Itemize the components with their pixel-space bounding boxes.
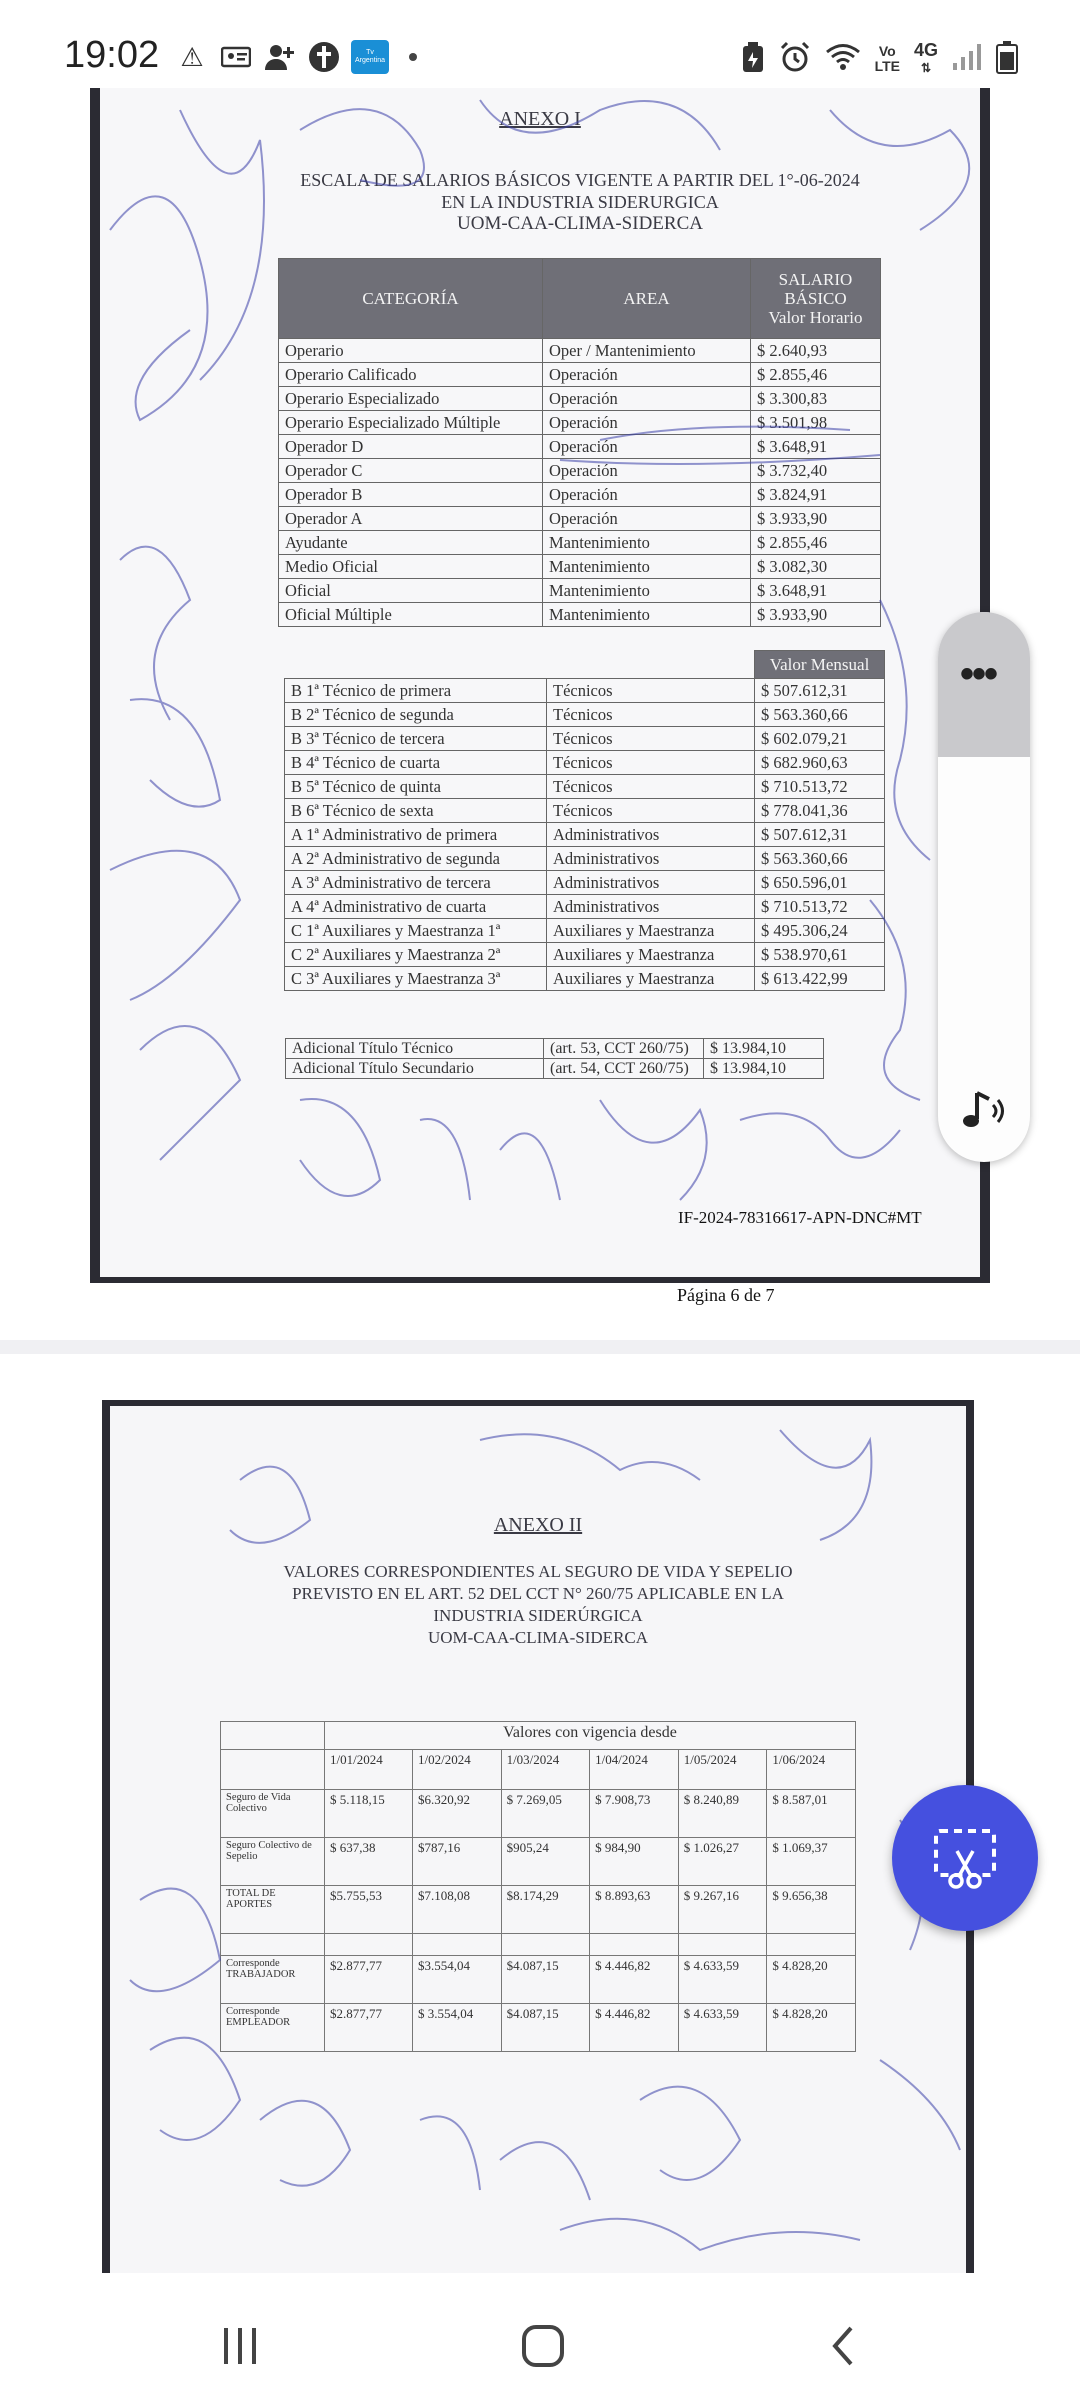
monthly-row [285, 895, 885, 919]
insurance-date: 1/05/2024 [678, 1750, 767, 1790]
salary-row [279, 387, 881, 411]
annex-2-heading-4: UOM-CAA-CLIMA-SIDERCA [427, 1628, 649, 1647]
system-icons [741, 40, 1018, 78]
salary-val: $ 3.648,91 [751, 435, 881, 459]
col-salario-line1: SALARIO [778, 270, 853, 289]
monthly-area: Auxiliares y Maestranza [547, 943, 755, 967]
monthly-area: Técnicos [547, 775, 755, 799]
monthly-area: Administrativos [547, 895, 755, 919]
scissors-capture-icon [930, 1823, 1000, 1893]
insurance-value: $ 8.587,01 [767, 1790, 856, 1838]
monthly-row [285, 703, 885, 727]
salary-cat: Operario Calificado [279, 363, 543, 387]
id-card-icon [219, 40, 253, 74]
monthly-cat: A 1ª Administrativo de primera [285, 823, 547, 847]
insurance-value: $ 7.269,05 [501, 1790, 590, 1838]
news-app-icon [351, 40, 389, 74]
insurance-row [221, 1956, 856, 2004]
salary-area: Operación [543, 483, 751, 507]
more-notifications-dot [409, 53, 417, 61]
salary-row [279, 339, 881, 363]
monthly-area: Administrativos [547, 847, 755, 871]
salary-row [279, 507, 881, 531]
alarm-icon [779, 41, 811, 77]
salary-val: $ 3.933,90 [751, 507, 881, 531]
insurance-value: $5.755,53 [325, 1886, 413, 1934]
monthly-cat: B 1ª Técnico de primera [285, 679, 547, 703]
insurance-row [221, 1886, 856, 1934]
monthly-area: Técnicos [547, 799, 755, 823]
insurance-value: $6.320,92 [412, 1790, 501, 1838]
battery-icon [996, 40, 1018, 78]
back-icon [823, 2324, 867, 2368]
page-separator [0, 1340, 1080, 1354]
insurance-value: $ 3.554,04 [412, 2004, 501, 2052]
insurance-value: $8.174,29 [501, 1886, 590, 1934]
insurance-date: 1/02/2024 [412, 1750, 501, 1790]
monthly-area: Técnicos [547, 727, 755, 751]
salary-row [279, 483, 881, 507]
monthly-cat: C 1ª Auxiliares y Maestranza 1ª [285, 919, 547, 943]
additional-row [286, 1059, 824, 1079]
salary-row [279, 579, 881, 603]
annex-2-heading-1: VALORES CORRESPONDIENTES AL SEGURO DE VIDA Y SEPELIO [283, 1562, 793, 1581]
additional-table [285, 1038, 824, 1079]
salary-area: Operación [543, 387, 751, 411]
insurance-value: $ 4.633,59 [678, 2004, 767, 2052]
signal-icon [952, 43, 982, 75]
volte-icon [875, 44, 900, 74]
insurance-corner [221, 1750, 325, 1790]
monthly-cat: B 6ª Técnico de sexta [285, 799, 547, 823]
insurance-row-label: Seguro de Vida Colectivo [221, 1790, 325, 1838]
salary-area: Mantenimiento [543, 555, 751, 579]
additional-name: Adicional Título Técnico [286, 1039, 544, 1059]
monthly-val: $ 650.596,01 [755, 871, 885, 895]
insurance-value: $ 7.908,73 [590, 1790, 679, 1838]
salary-row [279, 459, 881, 483]
salary-area: Operación [543, 411, 751, 435]
monthly-cat: A 4ª Administrativo de cuarta [285, 895, 547, 919]
monthly-cat: C 2ª Auxiliares y Maestranza 2ª [285, 943, 547, 967]
monthly-cat: B 4ª Técnico de cuarta [285, 751, 547, 775]
col-salario [751, 259, 881, 339]
monthly-area: Técnicos [547, 703, 755, 727]
salary-val: $ 3.732,40 [751, 459, 881, 483]
status-bar [0, 0, 1080, 88]
insurance-row [221, 1790, 856, 1838]
person-add-icon [263, 40, 297, 74]
salary-area: Operación [543, 507, 751, 531]
monthly-val: $ 507.612,31 [755, 823, 885, 847]
insurance-row [221, 1838, 856, 1886]
recents-button[interactable] [205, 2316, 275, 2376]
monthly-row [285, 871, 885, 895]
salary-val: $ 3.824,91 [751, 483, 881, 507]
annex-heading-2: EN LA INDUSTRIA SIDERURGICA [441, 192, 719, 212]
monthly-cat: C 3ª Auxiliares y Maestranza 3ª [285, 967, 547, 991]
salary-row [279, 363, 881, 387]
salary-cat: Operador A [279, 507, 543, 531]
insurance-value: $ 1.069,37 [767, 1838, 856, 1886]
insurance-caption: Valores con vigencia desde [325, 1722, 856, 1750]
insurance-row [221, 2004, 856, 2052]
monthly-row [285, 967, 885, 991]
salary-cat: Operador D [279, 435, 543, 459]
monthly-val: $ 710.513,72 [755, 895, 885, 919]
salary-cat: Operario Especializado Múltiple [279, 411, 543, 435]
salary-val: $ 3.501,98 [751, 411, 881, 435]
monthly-row [285, 751, 885, 775]
monthly-val: $ 507.612,31 [755, 679, 885, 703]
monthly-row [285, 679, 885, 703]
additional-ref: (art. 54, CCT 260/75) [544, 1059, 704, 1079]
insurance-date: 1/04/2024 [590, 1750, 679, 1790]
salary-cat: Operario Especializado [279, 387, 543, 411]
salary-val: $ 3.933,90 [751, 603, 881, 627]
network-type: 4G [913, 40, 938, 60]
monthly-area: Auxiliares y Maestranza [547, 919, 755, 943]
monthly-val: $ 563.360,66 [755, 847, 885, 871]
salary-cat: Operador C [279, 459, 543, 483]
salary-area: Mantenimiento [543, 603, 751, 627]
insurance-value: $905,24 [501, 1838, 590, 1886]
insurance-value: $ 4.633,59 [678, 1956, 767, 2004]
monthly-row [285, 775, 885, 799]
monthly-cat: B 3ª Técnico de tercera [285, 727, 547, 751]
insurance-value: $787,16 [412, 1838, 501, 1886]
monthly-area: Técnicos [547, 751, 755, 775]
music-note-icon[interactable] [956, 1082, 1012, 1138]
insurance-table [220, 1721, 856, 2052]
salary-cat: Operario [279, 339, 543, 363]
col-valor-mensual: Valor Mensual [755, 651, 885, 679]
monthly-salary-table [284, 650, 885, 991]
salary-val: $ 2.640,93 [751, 339, 881, 363]
salary-area: Operación [543, 435, 751, 459]
insurance-value: $ 4.446,82 [590, 1956, 679, 2004]
salary-val: $ 2.855,46 [751, 363, 881, 387]
salary-area: Operación [543, 363, 751, 387]
warning-icon: ⚠ [180, 41, 204, 72]
insurance-value: $4.087,15 [501, 1956, 590, 2004]
salary-cat: Oficial [279, 579, 543, 603]
salary-row [279, 411, 881, 435]
insurance-value: $ 1.026,27 [678, 1838, 767, 1886]
insurance-value: $ 4.446,82 [590, 2004, 679, 2052]
monthly-val: $ 778.041,36 [755, 799, 885, 823]
col-salario-line3: Valor Horario [768, 308, 863, 327]
insurance-value: $2.877,77 [325, 2004, 413, 2052]
floating-side-panel[interactable] [938, 612, 1030, 1162]
news-badge-label: Tv Argentina [355, 49, 385, 64]
insurance-value: $ 9.656,38 [767, 1886, 856, 1934]
additional-name: Adicional Título Secundario [286, 1059, 544, 1079]
back-button[interactable] [810, 2316, 880, 2376]
monthly-area: Administrativos [547, 871, 755, 895]
scissors-capture-button[interactable] [892, 1785, 1038, 1931]
insurance-value: $2.877,77 [325, 1956, 413, 2004]
salary-cat: Oficial Múltiple [279, 603, 543, 627]
religion-icon [307, 40, 341, 74]
annex-heading-3: UOM-CAA-CLIMA-SIDERCA [457, 213, 703, 234]
monthly-row [285, 799, 885, 823]
insurance-row-label: Seguro Colectivo de Sepelio [221, 1838, 325, 1886]
monthly-cat: A 2ª Administrativo de segunda [285, 847, 547, 871]
salary-cat: Ayudante [279, 531, 543, 555]
salary-val: $ 3.300,83 [751, 387, 881, 411]
document-page-7[interactable] [102, 1400, 974, 2273]
salary-cat: Operador B [279, 483, 543, 507]
monthly-row [285, 847, 885, 871]
insurance-value: $ 984,90 [590, 1838, 679, 1886]
insurance-value: $ 4.828,20 [767, 1956, 856, 2004]
insurance-value: $7.108,08 [412, 1886, 501, 1934]
salary-val: $ 2.855,46 [751, 531, 881, 555]
home-icon [519, 2322, 567, 2370]
monthly-area: Administrativos [547, 823, 755, 847]
page-number: Página 6 de 7 [677, 1285, 775, 1305]
monthly-cat: A 3ª Administrativo de tercera [285, 871, 547, 895]
annex-title: ANEXO I [499, 108, 581, 130]
monthly-val: $ 613.422,99 [755, 967, 885, 991]
salary-row [279, 555, 881, 579]
monthly-row [285, 919, 885, 943]
insurance-value: $ 637,38 [325, 1838, 413, 1886]
annex-2-heading-2: PREVISTO EN EL ART. 52 DEL CCT N° 260/75 APLICABLE EN LA [292, 1584, 784, 1603]
col-categoria: CATEGORÍA [279, 259, 543, 339]
insurance-row-label: Corresponde EMPLEADOR [221, 2004, 325, 2052]
insurance-value: $ 8.893,63 [590, 1886, 679, 1934]
more-options-icon[interactable]: ••• [960, 652, 997, 696]
col-salario-line2: BÁSICO [784, 289, 847, 308]
hourly-salary-table [278, 258, 881, 627]
monthly-val: $ 563.360,66 [755, 703, 885, 727]
insurance-dates-row [221, 1750, 856, 1790]
document-id: IF-2024-78316617-APN-DNC#MT [678, 1208, 922, 1227]
insurance-date: 1/03/2024 [501, 1750, 590, 1790]
monthly-row [285, 823, 885, 847]
additional-val: $ 13.984,10 [704, 1039, 824, 1059]
col-area: AREA [543, 259, 751, 339]
monthly-val: $ 602.079,21 [755, 727, 885, 751]
monthly-val: $ 682.960,63 [755, 751, 885, 775]
insurance-value: $ 5.118,15 [325, 1790, 413, 1838]
salary-row [279, 435, 881, 459]
annex-2-title: ANEXO II [493, 1514, 583, 1536]
insurance-date: 1/01/2024 [325, 1750, 413, 1790]
additional-val: $ 13.984,10 [704, 1059, 824, 1079]
insurance-spacer-row [221, 1934, 856, 1956]
additional-row [286, 1039, 824, 1059]
home-button[interactable] [508, 2316, 578, 2376]
additional-ref: (art. 53, CCT 260/75) [544, 1039, 704, 1059]
annex-heading-1: ESCALA DE SALARIOS BÁSICOS VIGENTE A PARTIR DEL 1°-06-2024 [300, 170, 860, 190]
wifi-icon [825, 43, 861, 75]
salary-val: $ 3.648,91 [751, 579, 881, 603]
salary-val: $ 3.082,30 [751, 555, 881, 579]
salary-area: Oper / Mantenimiento [543, 339, 751, 363]
salary-cat: Medio Oficial [279, 555, 543, 579]
salary-area: Mantenimiento [543, 531, 751, 555]
monthly-val: $ 538.970,61 [755, 943, 885, 967]
status-time: 19:02 [64, 34, 160, 76]
insurance-value: $4.087,15 [501, 2004, 590, 2052]
notification-icons [175, 40, 417, 74]
monthly-val: $ 710.513,72 [755, 775, 885, 799]
monthly-cat: B 5ª Técnico de quinta [285, 775, 547, 799]
monthly-area: Técnicos [547, 679, 755, 703]
monthly-area: Auxiliares y Maestranza [547, 967, 755, 991]
insurance-value: $ 8.240,89 [678, 1790, 767, 1838]
monthly-val: $ 495.306,24 [755, 919, 885, 943]
salary-area: Mantenimiento [543, 579, 751, 603]
insurance-value: $ 4.828,20 [767, 2004, 856, 2052]
4g-icon: 4G ⇅ [913, 40, 938, 75]
insurance-value: $ 9.267,16 [678, 1886, 767, 1934]
volte-bottom: LTE [874, 58, 900, 74]
battery-saver-icon [741, 41, 765, 77]
salary-area: Operación [543, 459, 751, 483]
insurance-row-label: Corresponde TRABAJADOR [221, 1956, 325, 2004]
insurance-date: 1/06/2024 [767, 1750, 856, 1790]
annex-2-heading-3: INDUSTRIA SIDERÚRGICA [433, 1606, 643, 1625]
monthly-row [285, 943, 885, 967]
navigation-bar [0, 2290, 1080, 2400]
salary-row [279, 603, 881, 627]
recents-icon [218, 2324, 262, 2368]
document-page-6[interactable] [90, 88, 990, 1283]
insurance-row-label: TOTAL DE APORTES [221, 1886, 325, 1934]
salary-row [279, 531, 881, 555]
insurance-value: $3.554,04 [412, 1956, 501, 2004]
volte-top: Vo [878, 43, 896, 59]
monthly-row [285, 727, 885, 751]
monthly-cat: B 2ª Técnico de segunda [285, 703, 547, 727]
